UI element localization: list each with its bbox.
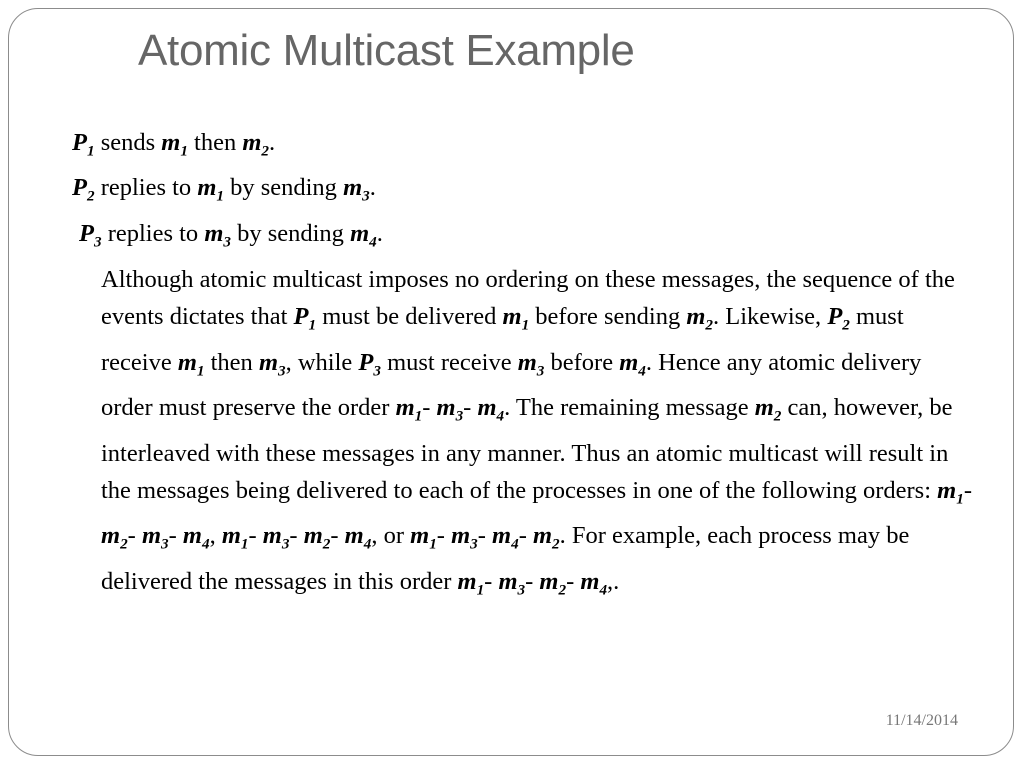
statement-p1: $P_1$ sends $m_1$ then $m_2$. xyxy=(72,129,276,160)
explanation-paragraph: Although atomic multicast imposes no ordering on these messages, the sequence of the events dictates that $P_1$ must be delivered $m_1$ before sending $m_2$. Likewise, $P_2$ must receive $m_1$ then $m_3$, while $P_3$ must receive $m_3$ before $m_4$. Hence any atomic delivery order must preserve the order $m_1-$ $m_3-$ $m_4$. The remaining message $m_2$ can, however, be interleaved with these messages in any manner. Thus an atomic multicast will result in the messages being delivered to each of the processes in one of the following orders: $m_1-$ $m_2-$ $m_3-$ $m_4$, $m_1-$ $m_3-$ $m_2-$ $m_4$, or $m_1-$ $m_3-$ $m_4-$ $m_2$. For example, each process may be delivered the messages in this order $m_1-$ $m_3-$ $m_2-$ $m_4$,. xyxy=(101,266,972,599)
slide-title: Atomic Multicast Example xyxy=(138,26,635,75)
statement-p3: $P_3$ replies to $m_3$ by sending $m_4$. xyxy=(79,220,383,251)
footer-date: 11/14/2014 xyxy=(885,712,958,729)
statement-p2: $P_2$ replies to $m_1$ by sending $m_3$. xyxy=(72,174,376,205)
